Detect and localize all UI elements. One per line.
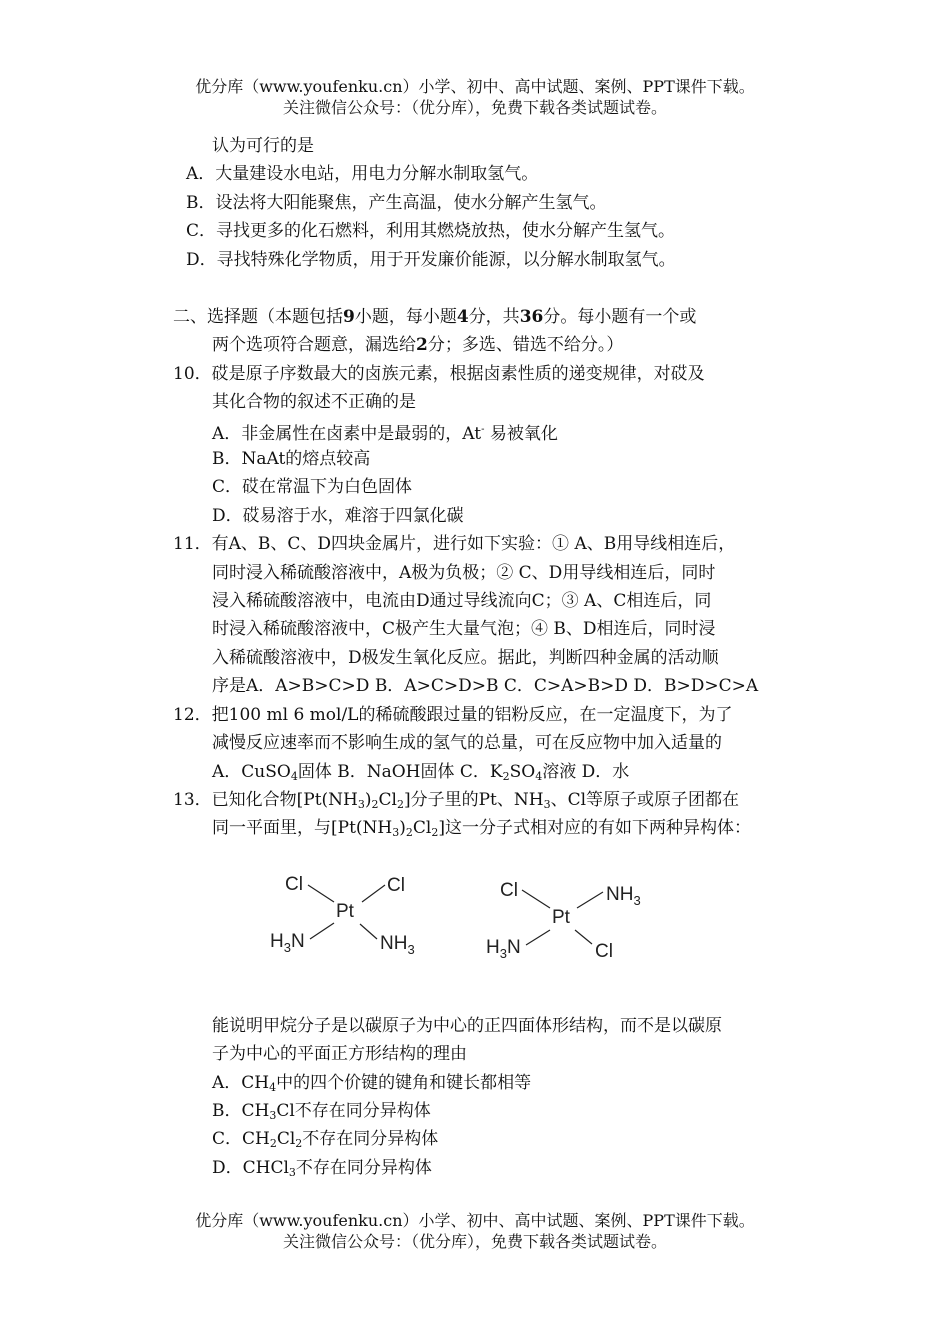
section2-heading-line2: 两个选项符合题意，漏选给2分；多选、错选不给分。） xyxy=(212,335,624,355)
q14-option-a: A．$CH_4$中的四个价键的键角和键长都相等 xyxy=(212,1073,532,1094)
q10-stem-line1: 10．砹是原子序数最大的卤族元素，根据卤素性质的递变规律，对砹及 xyxy=(173,364,705,384)
q11-line1: 11．有A、B、C、D四块金属片，进行如下实验：① A、B用导线相连后， xyxy=(173,534,736,554)
trans-pt: Pt xyxy=(552,907,570,928)
trans-bond-2 xyxy=(577,892,603,908)
q12-line2: 减慢反应速率而不影响生成的氢气的总量，可在反应物中加入适量的 xyxy=(212,733,722,753)
cis-bond-1 xyxy=(308,885,334,902)
cis-bond-3 xyxy=(310,923,334,939)
q10-option-c: C．砹在常温下为白色固体 xyxy=(212,477,413,497)
cis-isomer xyxy=(270,874,415,957)
q12-line1: 12．把100 ml 6 mol/L的稀硫酸跟过量的铝粉反应，在一定温度下，为了 xyxy=(173,705,733,725)
q9-stem-tail: 认为可行的是 xyxy=(212,136,314,156)
q11-line6: 序是A．A>B>C>D B．A>C>D>B C．C>A>B>D D．B>D>C>A xyxy=(212,676,759,696)
cis-pt: Pt xyxy=(336,901,354,922)
q13-line1: 13．已知化合物$[Pt(NH_3)_2Cl_2]$分子里的Pt、$NH_3$、Cl等原子或原子团都在 xyxy=(173,790,740,811)
q9-option-a: A．大量建设水电站，用电力分解水制取氢气。 xyxy=(186,164,539,184)
q14-stem-line2: 子为中心的平面正方形结构的理由 xyxy=(212,1044,467,1064)
q11-line5: 入稀硫酸溶液中，D极发生氧化反应。据此，判断四种金属的活动顺 xyxy=(212,648,719,668)
q10-stem-line2: 其化合物的叙述不正确的是 xyxy=(212,392,416,412)
cis-cl-top-right: Cl xyxy=(387,875,405,896)
q11-line3: 浸入稀硫酸溶液中，电流由D通过导线流向C；③ A、C相连后，同 xyxy=(212,591,712,611)
q14-option-b: B．$CH_3Cl$不存在同分异构体 xyxy=(212,1101,431,1122)
trans-isomer xyxy=(486,880,641,962)
trans-cl-top-left: Cl xyxy=(500,880,518,901)
q10-option-d: D．砹易溶于水，难溶于四氯化碳 xyxy=(212,506,464,526)
trans-bond-3 xyxy=(526,930,550,945)
q14-option-d: D．CHCl$_3$不存在同分异构体 xyxy=(212,1158,432,1179)
q9-option-b: B．设法将大阳能聚焦，产生高温，使水分解产生氢气。 xyxy=(186,193,607,213)
footer-line-1: 优分库（www.youfenku.cn）小学、初中、高中试题、案例、PPT课件下载。 xyxy=(195,1211,755,1230)
header-line-1: 优分库（www.youfenku.cn）小学、初中、高中试题、案例、PPT课件下载。 xyxy=(195,77,755,96)
q9-option-d: D．寻找特殊化学物质，用于开发廉价能源，以分解水制取氢气。 xyxy=(186,250,676,270)
trans-h3n: $H_3N$ xyxy=(486,937,521,961)
q11-line4: 时浸入稀硫酸溶液中，C极产生大量气泡；④ B、D相连后，同时浸 xyxy=(212,619,716,639)
cis-h3n: $H_3N$ xyxy=(270,931,305,955)
cis-bond-4 xyxy=(360,924,377,939)
q10-option-b: B．NaAt的熔点较高 xyxy=(212,449,371,469)
header-line-2: 关注微信公众号：（优分库），免费下载各类试题试卷。 xyxy=(282,98,667,117)
q9-option-c: C．寻找更多的化石燃料，利用其燃烧放热，使水分解产生氢气。 xyxy=(186,221,676,241)
trans-bond-1 xyxy=(522,890,550,908)
trans-cl-bottom-right: Cl xyxy=(595,941,613,962)
cis-nh3: $NH_3$ xyxy=(380,933,415,957)
q14-stem-line1: 能说明甲烷分子是以碳原子为中心的正四面体形结构，而不是以碳原 xyxy=(212,1016,722,1036)
q10-option-a: A．非金属性在卤素中是最弱的，At- 易被氧化 xyxy=(212,424,558,444)
q14-option-c: C．$CH_2Cl_2$不存在同分异构体 xyxy=(212,1129,439,1150)
section2-heading-line1: 二、选择题（本题包括9小题，每小题4分，共36分。每小题有一个或 xyxy=(173,307,697,327)
trans-bond-4 xyxy=(575,930,592,944)
q13-line2: 同一平面里，与$[Pt(NH_3)_2Cl_2]$这一分子式相对应的有如下两种异构体： xyxy=(212,818,751,839)
isomer-structures xyxy=(250,860,670,970)
footer-line-2: 关注微信公众号：（优分库），免费下载各类试题试卷。 xyxy=(282,1232,667,1251)
cis-bond-2 xyxy=(362,885,385,902)
q11-line2: 同时浸入稀硫酸溶液中，A极为负极；② C、D用导线相连后，同时 xyxy=(212,563,716,583)
q12-options: A．CuSO$_4$固体 B．NaOH固体 C．$K_2SO_4$溶液 D．水 xyxy=(212,762,630,783)
cis-cl-top-left: Cl xyxy=(285,874,303,895)
trans-nh3-top-right: $NH_3$ xyxy=(606,884,641,908)
